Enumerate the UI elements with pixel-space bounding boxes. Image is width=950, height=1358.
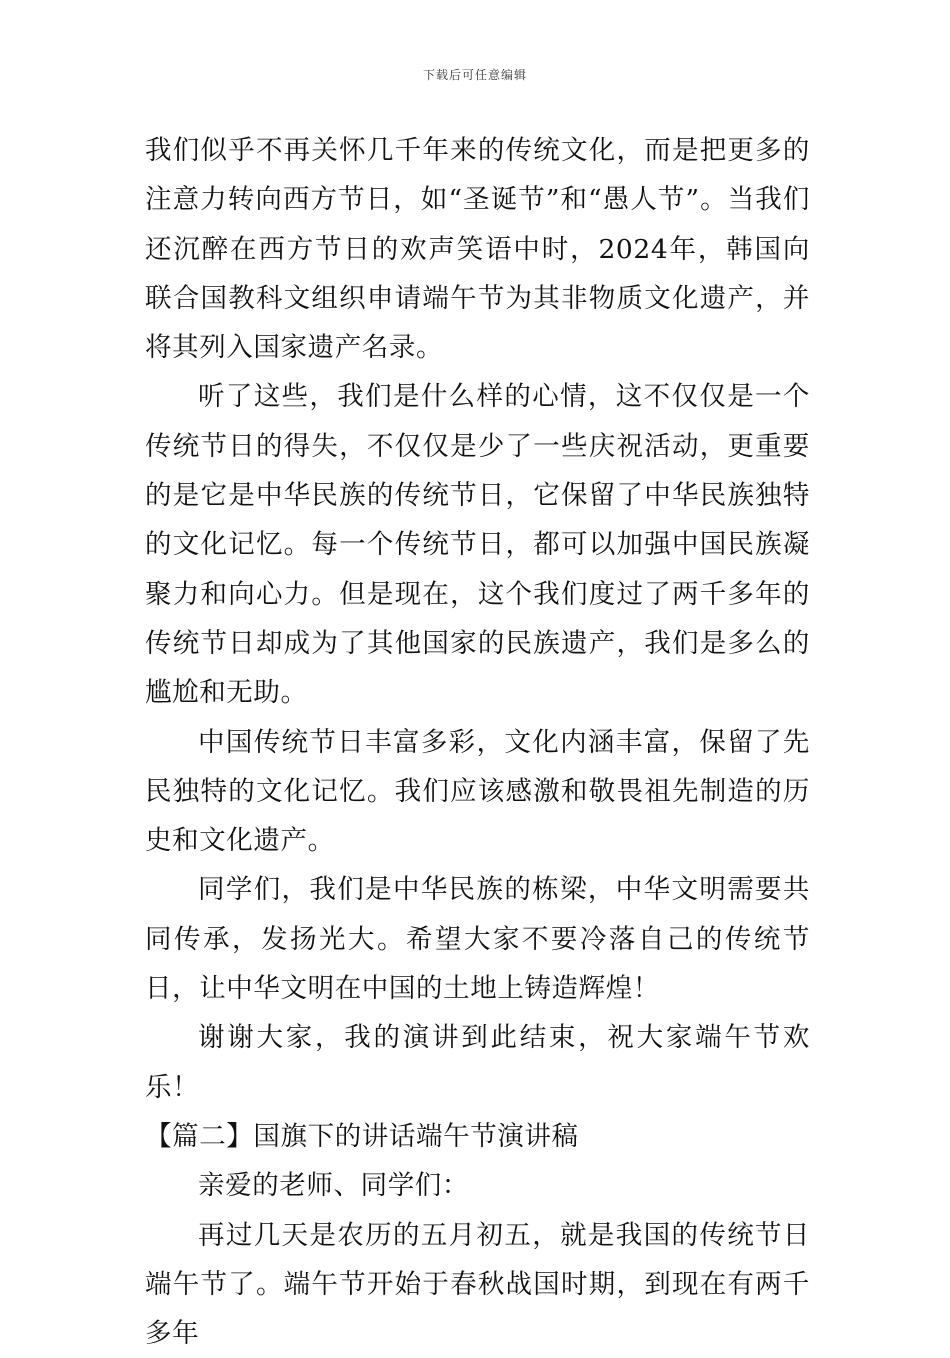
paragraph-4: 同学们，我们是中华民族的栋梁，中华文明需要共同传承，发扬光大。希望大家不要冷落自己的传统节日，让中华文明在中国的土地上铸造辉煌！ <box>145 874 810 1005</box>
opening-paragraph: 再过几天是农历的五月初五，就是我国的传统节日端午节了。端午节开始于春秋战国时期，到现在有两千多年 <box>145 1219 810 1350</box>
page-header-note: 下载后可任意编辑 <box>422 68 527 82</box>
paragraph-2: 听了这些，我们是什么样的心情，这不仅仅是一个传统节日的得失，不仅仅是少了一些庆祝活动，更重要的是它是中华民族的传统节日，它保留了中华民族独特的文化记忆。每一个传统节日，都可以加强中国民族凝聚力和向心力。但是现在，这个我们度过了两千多年的传统节日却成为了其他国家的民族遗产，我们是多么的尴尬和无助。 <box>145 381 810 709</box>
paragraph-1: 我们似乎不再关怀几千年来的传统文化，而是把更多的注意力转向西方节日，如“圣诞节”和“愚人节”。当我们还沉醉在西方节日的欢声笑语中时，2024年，韩国向联合国教科文组织申请端午节为其非物质文化遗产，并将其列入国家遗产名录。 <box>145 135 810 364</box>
section-heading: 【篇二】国旗下的讲话端午节演讲稿 <box>145 1120 579 1152</box>
paragraph-5: 谢谢大家，我的演讲到此结束，祝大家端午节欢乐！ <box>145 1022 810 1103</box>
salutation: 亲爱的老师、同学们： <box>198 1170 469 1202</box>
paragraph-3: 中国传统节日丰富多彩，文化内涵丰富，保留了先民独特的文化记忆。我们应该感激和敬畏祖先制造的历史和文化遗产。 <box>145 726 810 857</box>
document-body <box>145 126 810 1358</box>
